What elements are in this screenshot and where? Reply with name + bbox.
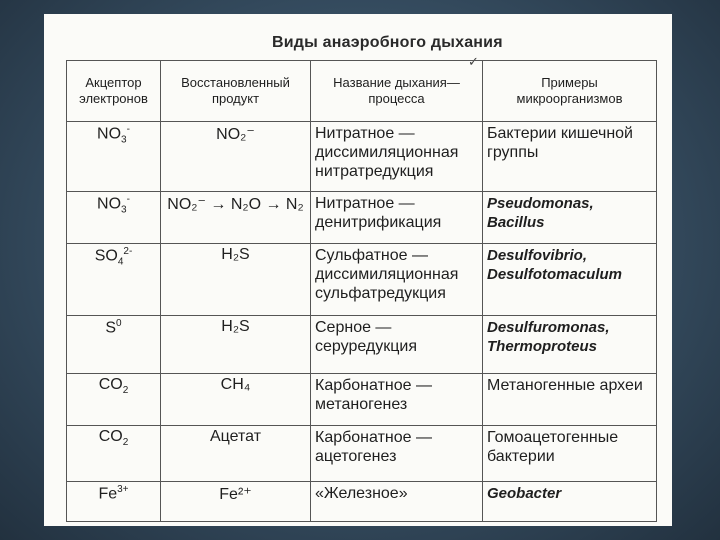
cell-acceptor: $CO_2$: [67, 374, 161, 426]
cell-acceptor: $Fe^{3+}$: [67, 482, 161, 522]
table-header-row: [67, 61, 657, 122]
cell-examples: Pseudomonas, Bacillus: [483, 192, 657, 244]
table-row: [67, 482, 657, 522]
cell-acceptor: $CO_2$: [67, 426, 161, 482]
cell-product: NO₂⁻ → N₂O → N₂: [161, 192, 311, 244]
cell-product: Ацетат: [161, 426, 311, 482]
cell-process: Сульфатное — диссимиляционная сульфатредукция: [311, 244, 483, 316]
respiration-table: [66, 60, 657, 522]
cell-process: Карбонатное — ацетогенез: [311, 426, 483, 482]
document-page: [44, 14, 672, 526]
cell-product: Fe²⁺: [161, 482, 311, 522]
table-title: Виды анаэробного дыхания: [272, 34, 503, 51]
cell-process: Нитратное — диссимиляционная нитратредукция: [311, 122, 483, 192]
header-process: Название дыхания— процесса: [311, 61, 483, 122]
header-acceptor: Акцептор электронов: [67, 61, 161, 122]
table-row: [67, 426, 657, 482]
cell-product: H₂S: [161, 316, 311, 374]
cell-examples: Метаногенные археи: [483, 374, 657, 426]
check-mark: ✓: [468, 54, 479, 69]
cell-examples: Desulfovibrio, Desulfotomaculum: [483, 244, 657, 316]
cell-acceptor: $NO_3^-$: [67, 122, 161, 192]
cell-product: H₂S: [161, 244, 311, 316]
cell-examples: Geobacter: [483, 482, 657, 522]
cell-process: Серное — серуредукция: [311, 316, 483, 374]
cell-product: NO₂⁻: [161, 122, 311, 192]
header-examples: Примеры микроорганизмов: [483, 61, 657, 122]
cell-examples: Бактерии кишечной группы: [483, 122, 657, 192]
table-row: [67, 192, 657, 244]
cell-acceptor: $NO_3^-$: [67, 192, 161, 244]
cell-product: CH₄: [161, 374, 311, 426]
cell-process: «Железное»: [311, 482, 483, 522]
cell-process: Нитратное — денитрификация: [311, 192, 483, 244]
header-product: Восстановленный продукт: [161, 61, 311, 122]
table-row: [67, 374, 657, 426]
cell-acceptor: $SO_4^{2-}$: [67, 244, 161, 316]
cell-examples: Desulfuromonas, Thermoproteus: [483, 316, 657, 374]
cell-acceptor: $S^0$: [67, 316, 161, 374]
table-row: [67, 122, 657, 192]
cell-examples: Гомоацетогенные бактерии: [483, 426, 657, 482]
cell-process: Карбонатное — метаногенез: [311, 374, 483, 426]
table-body: [67, 122, 657, 522]
table-row: [67, 316, 657, 374]
table-row: [67, 244, 657, 316]
